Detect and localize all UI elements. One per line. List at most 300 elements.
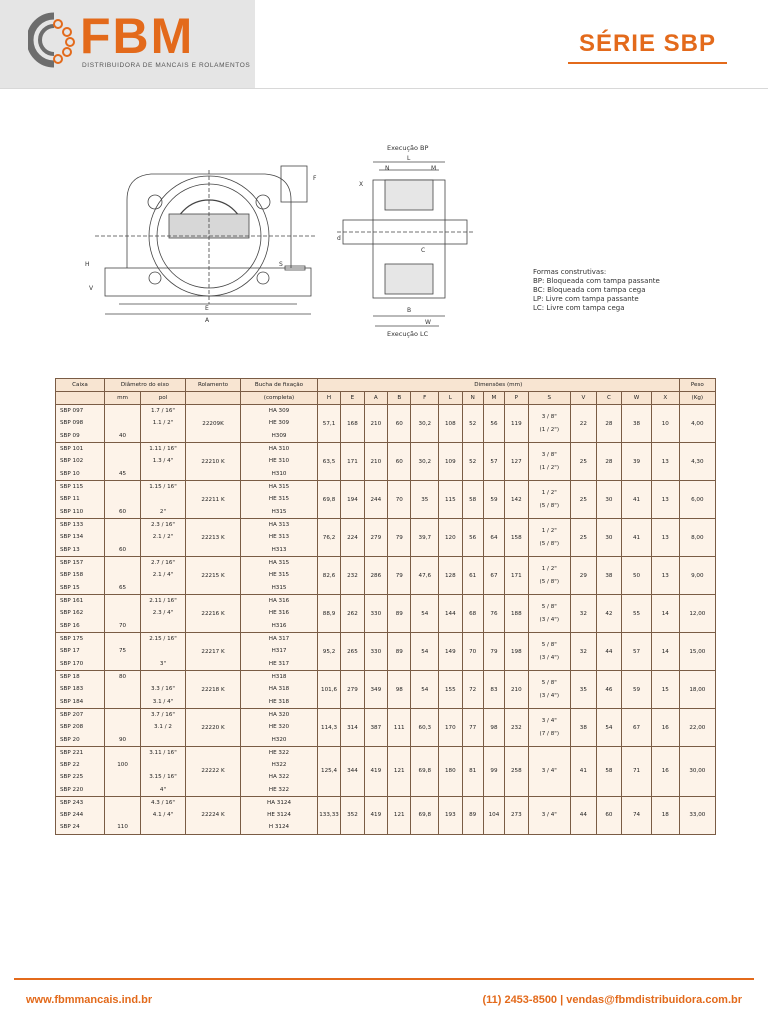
- dim-cell: 67: [622, 709, 652, 747]
- dim-cell: 57,1: [317, 405, 340, 443]
- caixa-cell-line: SBP 161: [60, 598, 84, 605]
- pol-cell-line: [141, 582, 185, 594]
- dim-cell: 15: [651, 671, 679, 709]
- dim-cell: 64: [483, 519, 504, 557]
- caixa-cell-line: SBP 243: [60, 800, 84, 806]
- peso-cell: 4,30: [679, 443, 715, 481]
- peso-cell: 22,00: [679, 709, 715, 747]
- caixa-cell-line: SBP 09: [60, 432, 80, 439]
- caixa-cell-line: SBP 16: [60, 622, 80, 629]
- peso-cell: 8,00: [679, 519, 715, 557]
- subhead-empty: [56, 392, 105, 405]
- dim-cell: 198: [505, 633, 528, 671]
- caixa-cell-line: SBP 18: [60, 674, 80, 681]
- mm-cell-line: [105, 721, 140, 733]
- table-row: [56, 481, 716, 519]
- col-diametro: Diâmetro do eixo: [104, 379, 185, 392]
- caixa-cell: [56, 443, 105, 481]
- dim-cell: 44: [571, 796, 597, 834]
- mm-cell-line: [105, 531, 140, 543]
- mm-cell-line: [105, 557, 140, 569]
- mm-cell-line: 100: [117, 762, 128, 769]
- rolamento-cell: 22222 K: [185, 747, 240, 797]
- pol-cell-line: 1.3 / 4": [152, 458, 174, 465]
- dim-cell: 30: [596, 481, 622, 519]
- dim-cell: 59: [622, 671, 652, 709]
- dim-cell: 121: [388, 796, 411, 834]
- s-cell: [528, 405, 571, 443]
- dim-cell: 63,5: [317, 443, 340, 481]
- dim-cell: 18: [651, 796, 679, 834]
- s-cell-line: 5 / 8": [541, 680, 557, 687]
- notes-title: Formas construtivas:: [533, 268, 607, 276]
- bucha-cell-line: HE 316: [268, 610, 290, 617]
- bucha-cell: [241, 595, 318, 633]
- caixa-cell: [56, 557, 105, 595]
- brand-tagline: DISTRIBUIDORA DE MANCAIS E ROLAMENTOS: [82, 62, 251, 69]
- mm-cell-line: [105, 784, 140, 796]
- mm-cell-line: 75: [118, 648, 127, 655]
- dim-cell: 56: [483, 405, 504, 443]
- s-cell-line: 3 / 8": [541, 452, 557, 459]
- s-cell: [528, 519, 571, 557]
- dim-cell: 109: [439, 443, 462, 481]
- peso-cell: 6,00: [679, 481, 715, 519]
- subhead-dim: B: [388, 392, 411, 405]
- subhead-bucha: (completa): [241, 392, 318, 405]
- rolamento-cell: 22218 K: [185, 671, 240, 709]
- bucha-cell-line: HA 315: [268, 560, 290, 567]
- pol-cell-line: 2.1 / 2": [152, 534, 174, 541]
- caixa-cell-line: SBP 157: [60, 560, 84, 567]
- s-cell-line: (3 / 4"): [539, 692, 560, 699]
- caixa-cell-line: SBP 11: [60, 496, 80, 503]
- col-caixa: Caixa: [56, 379, 105, 392]
- bucha-cell-line: H320: [271, 736, 287, 743]
- caixa-cell-line: SBP 102: [60, 458, 84, 465]
- dim-cell: 76,2: [317, 519, 340, 557]
- caixa-cell-line: SBP 110: [60, 508, 84, 515]
- subhead-dim: L: [439, 392, 462, 405]
- mm-cell-line: 45: [118, 470, 127, 477]
- dim-label-C: C: [421, 247, 426, 254]
- drawing-title-top: Execução BP: [387, 144, 429, 152]
- pol-cell: [141, 481, 186, 519]
- dim-cell: 41: [622, 481, 652, 519]
- dim-cell: 60: [388, 405, 411, 443]
- brand-name: FBM: [80, 8, 195, 64]
- mm-cell: [104, 519, 140, 557]
- col-bucha: Bucha de fixação: [241, 379, 318, 392]
- peso-cell: 9,00: [679, 557, 715, 595]
- dim-cell: 74: [622, 796, 652, 834]
- dimensions-table: [55, 378, 716, 835]
- rolamento-cell: 22209K: [185, 405, 240, 443]
- dim-cell: 42: [596, 595, 622, 633]
- s-cell-line: (1 / 2"): [539, 426, 560, 433]
- bucha-cell-line: HA 317: [268, 636, 290, 643]
- mm-cell-line: [105, 771, 140, 783]
- caixa-cell-line: SBP 183: [60, 686, 84, 693]
- dim-label-W: W: [425, 319, 431, 326]
- mm-cell-line: 60: [118, 546, 127, 553]
- bucha-cell-line: H315: [271, 508, 287, 515]
- dim-label-E: E: [205, 305, 209, 312]
- dim-cell: 41: [622, 519, 652, 557]
- table-row: [56, 747, 716, 797]
- caixa-cell: [56, 709, 105, 747]
- pol-cell-line: [141, 671, 185, 683]
- mm-cell-line: [105, 417, 140, 429]
- dim-cell: 13: [651, 519, 679, 557]
- s-cell-line: (5 / 8"): [539, 502, 560, 509]
- dim-cell: 38: [571, 709, 597, 747]
- bucha-cell-line: HE 309: [268, 420, 290, 427]
- bucha-cell: [241, 796, 318, 834]
- mm-cell-line: [105, 519, 140, 531]
- caixa-cell-line: SBP 225: [60, 774, 84, 781]
- subhead-dim: N: [462, 392, 483, 405]
- dim-cell: 16: [651, 747, 679, 797]
- dim-cell: 98: [388, 671, 411, 709]
- s-cell-line: 3 / 8": [541, 414, 557, 421]
- dim-cell: 13: [651, 443, 679, 481]
- dim-label-M: M: [431, 165, 437, 172]
- dim-cell: 69,8: [317, 481, 340, 519]
- caixa-cell-line: SBP 133: [60, 522, 84, 529]
- notes-line: BC: Bloqueada com tampa cega: [533, 286, 646, 294]
- pol-cell-line: [141, 821, 185, 833]
- s-cell-line: (3 / 4"): [539, 616, 560, 623]
- brand-logo: [0, 0, 255, 88]
- dim-cell: 79: [388, 519, 411, 557]
- bucha-cell: [241, 519, 318, 557]
- dim-cell: 55: [622, 595, 652, 633]
- dim-cell: 314: [341, 709, 364, 747]
- dim-cell: 104: [483, 796, 504, 834]
- dim-cell: 32: [571, 595, 597, 633]
- peso-cell: 4,00: [679, 405, 715, 443]
- bucha-cell-line: HE 313: [268, 534, 290, 541]
- subhead-pol: pol: [141, 392, 186, 405]
- subhead-dim: W: [622, 392, 652, 405]
- pol-cell: [141, 405, 186, 443]
- dim-cell: 70: [462, 633, 483, 671]
- caixa-cell-line: SBP 162: [60, 610, 84, 617]
- dim-cell: 330: [364, 595, 387, 633]
- rolamento-cell: 22213 K: [185, 519, 240, 557]
- caixa-cell-line: SBP 10: [60, 470, 80, 477]
- pol-cell: [141, 557, 186, 595]
- caixa-cell-line: SBP 101: [60, 446, 84, 453]
- dim-cell: 387: [364, 709, 387, 747]
- mm-cell-line: [105, 797, 140, 809]
- dim-cell: 89: [388, 633, 411, 671]
- dim-cell: 265: [341, 633, 364, 671]
- s-cell-line: (7 / 8"): [539, 730, 560, 737]
- dim-cell: 125,4: [317, 747, 340, 797]
- mm-cell-line: [105, 607, 140, 619]
- notes-line: LC: Livre com tampa cega: [533, 304, 625, 312]
- table-row: [56, 519, 716, 557]
- rolamento-cell: 22211 K: [185, 481, 240, 519]
- dim-cell: 210: [505, 671, 528, 709]
- bucha-cell-line: HA 310: [268, 446, 290, 453]
- pol-cell: [141, 633, 186, 671]
- bucha-cell-line: HE 310: [268, 458, 290, 465]
- bearing-logo-icon: [28, 12, 78, 68]
- mm-cell-line: 40: [118, 432, 127, 439]
- pol-cell-line: 3.11 / 16": [149, 750, 177, 756]
- dim-cell: 82,6: [317, 557, 340, 595]
- dim-cell: 114,3: [317, 709, 340, 747]
- dim-cell: 47,6: [411, 557, 439, 595]
- bucha-cell-line: HA 316: [268, 598, 290, 605]
- mm-cell-line: [105, 683, 140, 695]
- bucha-cell-line: H317: [271, 648, 287, 655]
- peso-cell: 30,00: [679, 747, 715, 797]
- dim-cell: 286: [364, 557, 387, 595]
- dim-cell: 99: [483, 747, 504, 797]
- caixa-cell: [56, 405, 105, 443]
- subhead-mm: mm: [104, 392, 140, 405]
- dim-cell: 108: [439, 405, 462, 443]
- dim-cell: 28: [596, 405, 622, 443]
- bucha-cell-line: HA 318: [268, 686, 290, 693]
- caixa-cell-line: SBP 158: [60, 572, 84, 579]
- dim-label-X: X: [359, 181, 364, 188]
- s-cell-line: 5 / 8": [541, 604, 557, 611]
- bucha-cell-line: H309: [271, 432, 287, 439]
- s-cell: [528, 796, 571, 834]
- dim-cell: 83: [483, 671, 504, 709]
- dim-cell: 419: [364, 796, 387, 834]
- bucha-cell-line: HA 3124: [266, 800, 292, 806]
- table-row: [56, 405, 716, 443]
- dim-cell: 41: [571, 747, 597, 797]
- dim-cell: 52: [462, 443, 483, 481]
- dim-cell: 115: [439, 481, 462, 519]
- mm-cell-line: [105, 569, 140, 581]
- bucha-cell-line: H313: [271, 546, 287, 553]
- caixa-cell-line: SBP 220: [60, 786, 84, 793]
- footer-contact[interactable]: (11) 2453-8500 | vendas@fbmdistribuidora.com.br: [482, 994, 742, 1006]
- bucha-cell: [241, 633, 318, 671]
- notes-line: BP: Bloqueada com tampa passante: [533, 277, 660, 285]
- dim-cell: 35: [571, 671, 597, 709]
- dim-cell: 54: [411, 633, 439, 671]
- pol-cell-line: 3.1 / 2: [154, 724, 172, 731]
- rolamento-cell: 22220 K: [185, 709, 240, 747]
- mm-cell-line: [105, 455, 140, 467]
- s-cell-line: (5 / 8"): [539, 578, 560, 585]
- dim-cell: 258: [505, 747, 528, 797]
- dim-cell: 344: [341, 747, 364, 797]
- mm-cell: [104, 633, 140, 671]
- subhead-dim: P: [505, 392, 528, 405]
- pol-cell-line: 2": [159, 508, 167, 515]
- drawing-title-bottom: Execução LC: [387, 330, 429, 338]
- bucha-cell: [241, 405, 318, 443]
- dim-cell: 54: [596, 709, 622, 747]
- pol-cell-line: 2.15 / 16": [149, 636, 177, 643]
- bucha-cell: [241, 671, 318, 709]
- dim-cell: 46: [596, 671, 622, 709]
- dim-label-V: V: [89, 285, 94, 292]
- dim-cell: 39: [622, 443, 652, 481]
- dim-cell: 67: [483, 557, 504, 595]
- dim-cell: 352: [341, 796, 364, 834]
- mm-cell-line: [105, 747, 140, 759]
- subhead-dim: C: [596, 392, 622, 405]
- mm-cell-line: [105, 709, 140, 721]
- title-underline: [568, 62, 727, 64]
- dim-cell: 44: [596, 633, 622, 671]
- caixa-cell-line: SBP 20: [60, 736, 80, 743]
- mm-cell: [104, 557, 140, 595]
- caixa-cell-line: SBP 170: [60, 660, 84, 667]
- dim-cell: 35: [411, 481, 439, 519]
- dim-cell: 133,33: [317, 796, 340, 834]
- s-cell: [528, 443, 571, 481]
- peso-cell: 33,00: [679, 796, 715, 834]
- pol-cell-line: 1.15 / 16": [149, 484, 177, 491]
- footer-website-link[interactable]: www.fbmmancais.ind.br: [26, 994, 153, 1006]
- s-cell: [528, 709, 571, 747]
- dim-cell: 232: [341, 557, 364, 595]
- s-cell-line: 3 / 4": [541, 718, 557, 725]
- caixa-cell-line: SBP 208: [60, 724, 84, 731]
- dim-cell: 279: [341, 671, 364, 709]
- dim-cell: 171: [341, 443, 364, 481]
- dim-label-H: H: [85, 261, 90, 268]
- dim-cell: 50: [622, 557, 652, 595]
- pol-cell-line: 3": [159, 660, 167, 667]
- dim-cell: 168: [341, 405, 364, 443]
- caixa-cell-line: SBP 15: [60, 584, 80, 591]
- dim-cell: 98: [483, 709, 504, 747]
- dim-cell: 79: [388, 557, 411, 595]
- bucha-cell: [241, 709, 318, 747]
- dim-cell: 210: [364, 443, 387, 481]
- bucha-cell-line: HA 309: [268, 408, 290, 415]
- dim-cell: 38: [596, 557, 622, 595]
- dim-cell: 52: [462, 405, 483, 443]
- pol-cell: [141, 709, 186, 747]
- rolamento-cell: 22215 K: [185, 557, 240, 595]
- bucha-cell-line: H318: [271, 674, 287, 681]
- subhead-dim: E: [341, 392, 364, 405]
- caixa-cell-line: SBP 098: [60, 420, 84, 427]
- bucha-cell-line: HE 317: [268, 660, 290, 667]
- subhead-dim: V: [571, 392, 597, 405]
- pol-cell-line: 3.7 / 16": [150, 712, 175, 719]
- caixa-cell-line: SBP 24: [60, 824, 80, 831]
- s-cell: [528, 747, 571, 797]
- dim-cell: 120: [439, 519, 462, 557]
- section-view: [337, 162, 475, 326]
- dim-cell: 60,3: [411, 709, 439, 747]
- dim-label-S: S: [279, 261, 283, 268]
- dim-cell: 89: [462, 796, 483, 834]
- table-row: [56, 443, 716, 481]
- table-row: [56, 671, 716, 709]
- dim-cell: 95,2: [317, 633, 340, 671]
- bucha-cell-line: HE 315: [268, 572, 290, 579]
- dim-cell: 158: [505, 519, 528, 557]
- mm-cell: [104, 405, 140, 443]
- caixa-cell: [56, 481, 105, 519]
- dim-cell: 349: [364, 671, 387, 709]
- dim-label-d: d: [337, 235, 341, 242]
- dim-cell: 194: [341, 481, 364, 519]
- bucha-cell-line: H315: [271, 584, 287, 591]
- dim-cell: 70: [388, 481, 411, 519]
- pol-cell-line: [141, 468, 185, 480]
- pol-cell-line: 3.3 / 16": [150, 686, 175, 693]
- s-cell-line: 1 / 2": [541, 490, 557, 497]
- dim-cell: 38: [622, 405, 652, 443]
- table-subheader-row: [56, 392, 716, 405]
- dim-cell: 60: [388, 443, 411, 481]
- dim-cell: 170: [439, 709, 462, 747]
- pol-cell-line: 2.7 / 16": [150, 560, 175, 567]
- caixa-cell: [56, 595, 105, 633]
- dim-cell: 262: [341, 595, 364, 633]
- subhead-dim: F: [411, 392, 439, 405]
- mm-cell-line: [105, 696, 140, 708]
- dim-cell: 193: [439, 796, 462, 834]
- pol-cell-line: [141, 759, 185, 771]
- pol-cell-line: [141, 645, 185, 657]
- bucha-cell-line: H322: [271, 762, 287, 769]
- dim-cell: 79: [483, 633, 504, 671]
- caixa-cell-line: SBP 184: [60, 698, 84, 705]
- dim-cell: 155: [439, 671, 462, 709]
- subhead-peso: (Kg): [679, 392, 715, 405]
- dim-cell: 39,7: [411, 519, 439, 557]
- pol-cell: [141, 519, 186, 557]
- dim-cell: 149: [439, 633, 462, 671]
- subhead-dim: S: [528, 392, 571, 405]
- pol-cell-line: [141, 430, 185, 442]
- table-header-row: [56, 379, 716, 392]
- bucha-cell-line: H310: [271, 470, 287, 477]
- peso-cell: 12,00: [679, 595, 715, 633]
- dim-label-L: L: [407, 155, 411, 162]
- rolamento-cell: 22224 K: [185, 796, 240, 834]
- caixa-cell-line: SBP 17: [60, 648, 80, 655]
- page-title: SÉRIE SBP: [578, 30, 716, 57]
- pol-cell-line: 1.7 / 16": [150, 408, 175, 415]
- dim-cell: 60: [596, 796, 622, 834]
- dim-cell: 28: [596, 443, 622, 481]
- front-view: [95, 166, 317, 314]
- dim-cell: 72: [462, 671, 483, 709]
- dim-cell: 127: [505, 443, 528, 481]
- mm-cell-line: [105, 633, 140, 645]
- dim-cell: 89: [388, 595, 411, 633]
- dim-label-A: A: [205, 317, 210, 324]
- pol-cell-line: [141, 620, 185, 632]
- dim-cell: 58: [596, 747, 622, 797]
- dim-cell: 25: [571, 443, 597, 481]
- mm-cell-line: 110: [117, 824, 128, 831]
- pol-cell-line: [141, 734, 185, 746]
- mm-cell: [104, 443, 140, 481]
- dim-label-F: F: [313, 175, 317, 182]
- rolamento-cell: 22216 K: [185, 595, 240, 633]
